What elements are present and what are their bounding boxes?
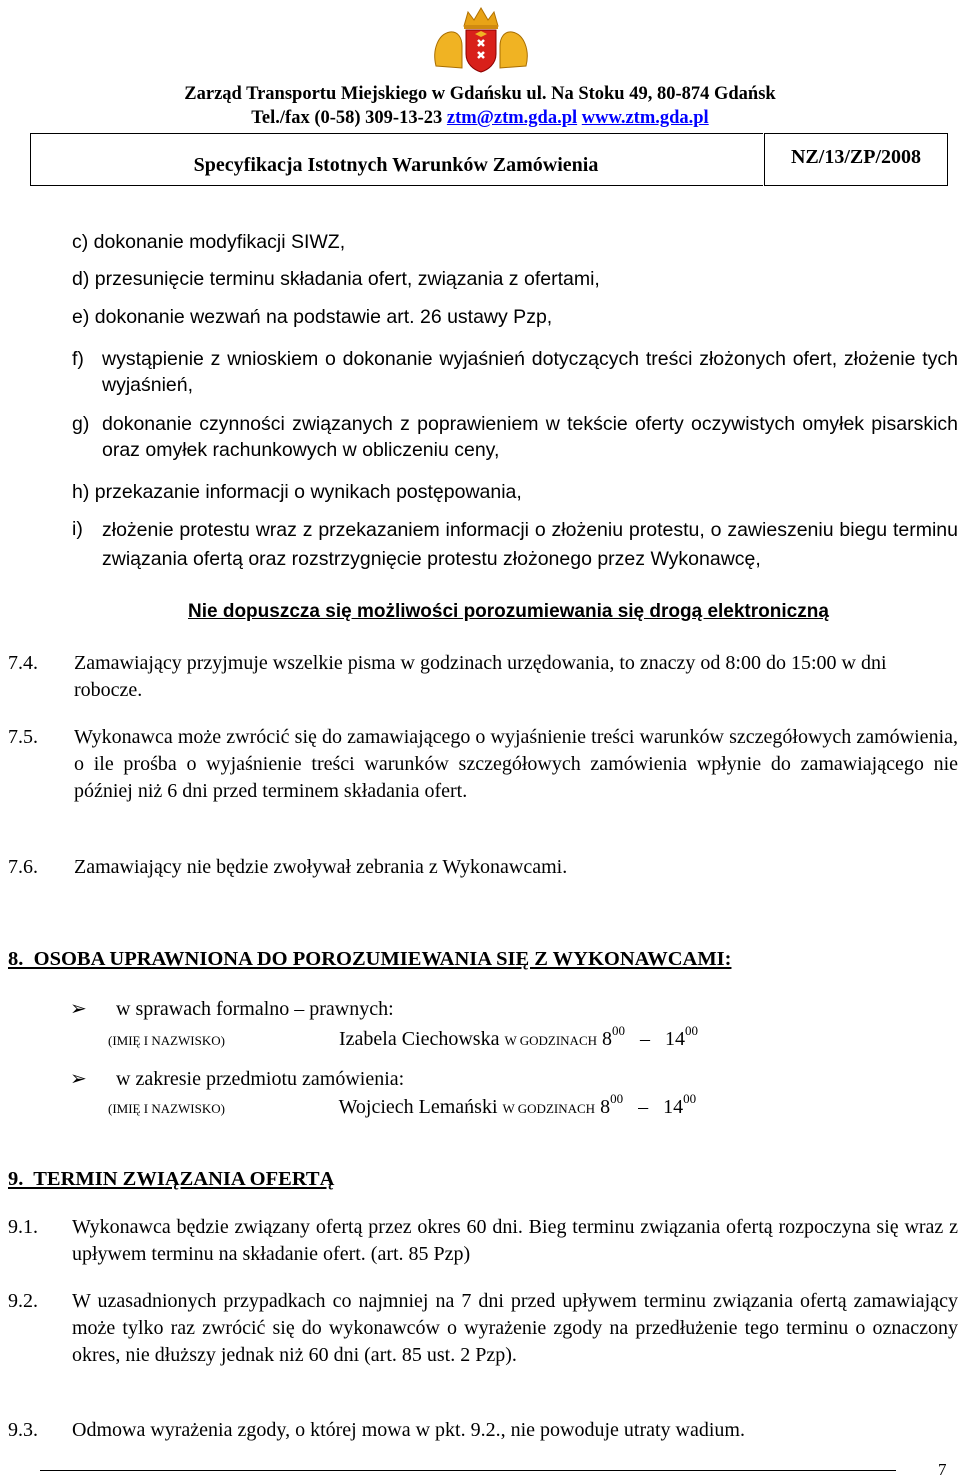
section-8-heading: 8. OSOBA UPRAWNIONA DO POROZUMIEWANIA SIĘ Z WYKONAWCAMI: (8, 948, 732, 970)
bullet-arrow-icon: ➢ (70, 1068, 87, 1090)
no-electronic-notice: Nie dopuszcza się możliwości porozumiewania się drogą elektroniczną (188, 601, 829, 622)
header-address: Zarząd Transportu Miejskiego w Gdańsku ul. Na Stoku 49, 80-874 Gdańsk (184, 84, 776, 104)
bullet-arrow-icon: ➢ (70, 998, 87, 1020)
list-item: e) dokonanie wezwań na podstawie art. 26 ustawy Pzp, (72, 306, 553, 328)
coat-of-arms-logo (428, 6, 534, 74)
header-tel: Tel./fax (0-58) 309-13-23 (251, 108, 443, 128)
contact-name: Izabela Ciechowska (338, 1028, 500, 1050)
list-item: h) przekazanie informacji o wynikach postępowania, (72, 481, 522, 503)
header-email-link[interactable]: ztm@ztm.gda.pl (446, 108, 578, 128)
section-9-heading: 9. TERMIN ZWIĄZANIA OFERTĄ (8, 1168, 335, 1190)
document-number: NZ/13/ZP/2008 (790, 146, 921, 168)
header-www-link[interactable]: www.ztm.gda.pl (581, 108, 709, 128)
header-contact (0, 106, 960, 130)
list-item: d) przesunięcie terminu składania ofert, związania z ofertami, (72, 268, 600, 290)
page-number: 7 (938, 1460, 947, 1479)
contact-name: Wojciech Lemański (338, 1096, 498, 1118)
document-title: Specyfikacja Istotnych Warunków Zamówienia (193, 154, 599, 176)
footer-rule (40, 1470, 896, 1471)
list-item: c) dokonanie modyfikacji SIWZ, (72, 231, 346, 253)
